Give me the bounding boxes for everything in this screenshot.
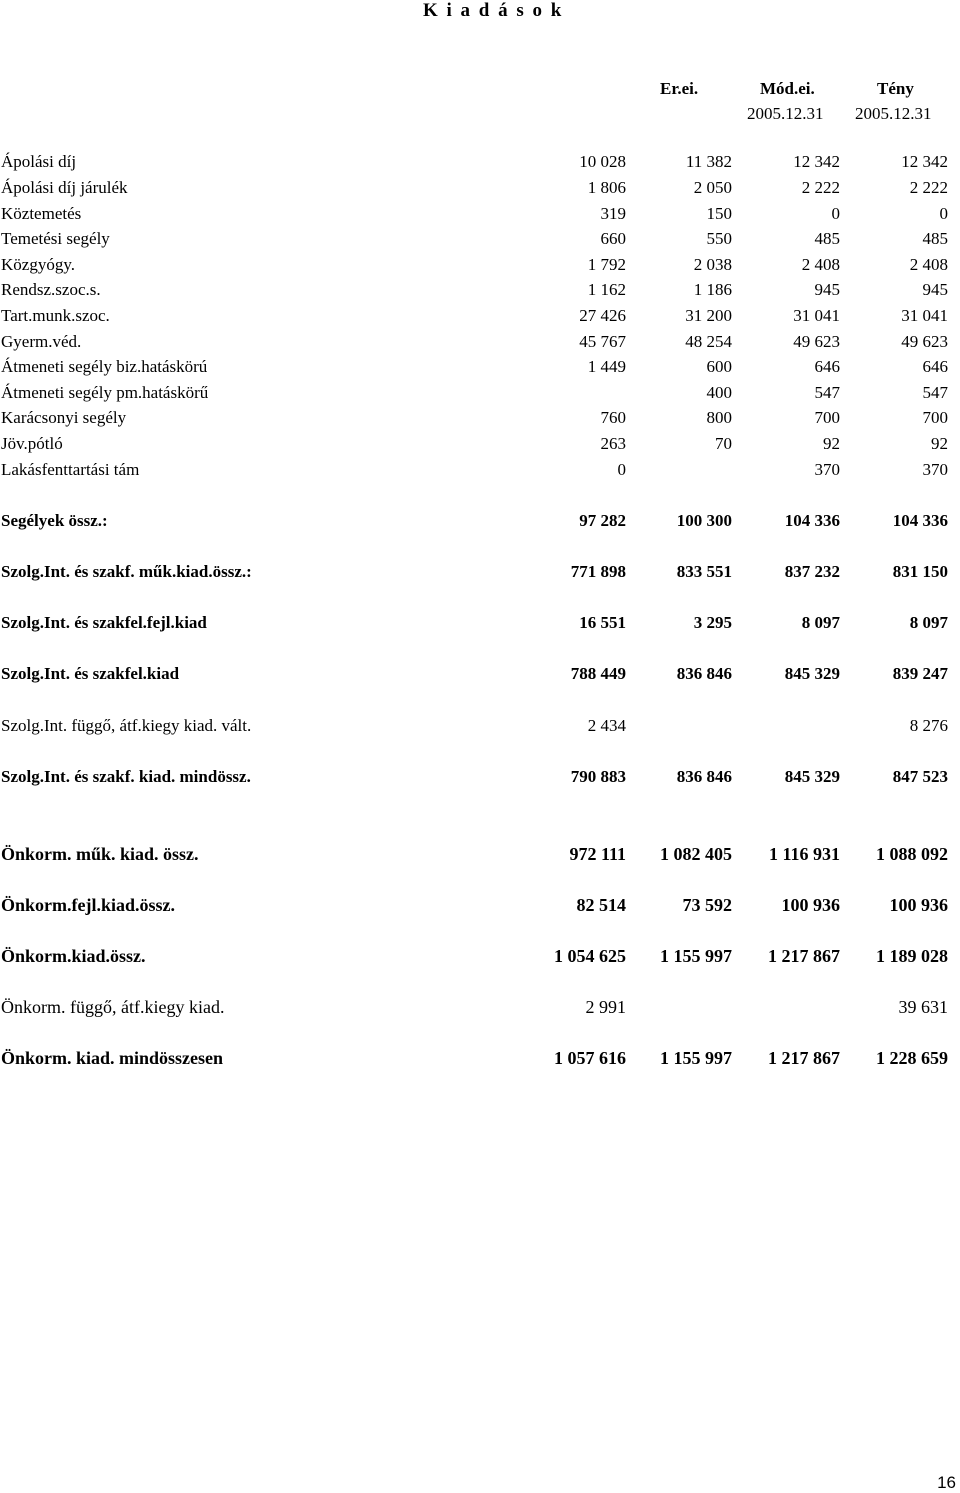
cell-erei: 790 883 [570,767,626,786]
cell-teny-2: 485 [922,229,948,248]
cell-teny-2: 547 [922,383,948,402]
cell-modei: 1 186 [693,280,732,299]
row-label: Önkorm. műk. kiad. össz. [1,844,199,864]
cell-teny-1: 2 222 [801,178,840,197]
cell-erei: 97 282 [579,511,626,530]
cell-teny-1: 49 623 [793,332,840,351]
row-label: Lakásfenttartási tám [1,460,140,479]
row-label: Karácsonyi segély [1,408,127,427]
cell-erei: 16 551 [579,613,626,632]
page-title: K i a d á s o k [423,0,564,21]
cell-modei: 31 200 [685,306,732,325]
cell-erei: 10 028 [579,152,626,171]
total-row [0,767,960,791]
column-header-erei: Er.ei. [660,79,699,98]
grand-total-row [0,1048,960,1072]
cell-teny-1: 2 408 [801,255,840,274]
subtotal-row [0,664,960,688]
table-row [0,997,960,1021]
cell-modei: 100 300 [676,511,732,530]
table-row [0,306,960,330]
cell-erei: 45 767 [579,332,626,351]
cell-modei: 836 846 [676,664,732,683]
cell-erei: 27 426 [579,306,626,325]
cell-teny-2: 31 041 [901,306,948,325]
row-label: Ápolási díj [1,152,77,171]
table-row [0,357,960,381]
row-label: Ápolási díj járulék [1,178,128,197]
table-row [0,178,960,202]
table-row [0,408,960,432]
cell-teny-1: 547 [814,383,840,402]
cell-teny-2: 847 523 [892,767,948,786]
cell-erei: 2 434 [587,716,626,735]
row-label: Átmeneti segély biz.hatáskörú [1,357,208,376]
cell-teny-1: 485 [814,229,840,248]
column-header-date-1: 2005.12.31 [747,104,824,123]
table-row [0,383,960,407]
cell-teny-2: 8 097 [909,613,948,632]
cell-modei: 600 [706,357,732,376]
cell-modei: 800 [706,408,732,427]
cell-teny-2: 100 936 [889,895,948,915]
cell-erei: 1 057 616 [554,1048,626,1068]
cell-modei: 836 846 [676,767,732,786]
cell-teny-2: 92 [931,434,948,453]
cell-erei: 1 054 625 [554,946,626,966]
subtotal-row [0,844,960,868]
table-row [0,204,960,228]
row-label: Szolg.Int. és szakf. kiad. mindössz. [1,767,251,786]
row-label: Rendsz.szoc.s. [1,280,101,299]
cell-erei: 2 991 [585,997,626,1017]
cell-teny-1: 0 [831,204,840,223]
cell-teny-1: 1 217 867 [768,946,840,966]
cell-teny-2: 1 189 028 [876,946,948,966]
cell-teny-2: 39 631 [898,997,948,1017]
cell-teny-2: 839 247 [892,664,948,683]
cell-erei: 0 [617,460,626,479]
cell-teny-1: 100 936 [781,895,840,915]
row-label: Szolg.Int. és szakfel.fejl.kiad [1,613,207,632]
subtotal-row [0,562,960,586]
cell-erei: 1 449 [587,357,626,376]
cell-teny-1: 31 041 [793,306,840,325]
cell-teny-1: 8 097 [801,613,840,632]
cell-modei: 833 551 [676,562,732,581]
table-row [0,255,960,279]
cell-teny-1: 646 [814,357,840,376]
cell-erei: 1 792 [587,255,626,274]
row-label: Közgyógy. [1,255,75,274]
cell-teny-2: 831 150 [892,562,948,581]
subtotal-row [0,511,960,535]
subtotal-row [0,613,960,637]
row-label: Jöv.pótló [1,434,63,453]
cell-teny-1: 1 116 931 [768,844,840,864]
cell-erei: 760 [600,408,626,427]
page-number: 16 [937,1473,956,1492]
cell-modei: 11 382 [685,152,732,171]
table-row [0,229,960,253]
cell-erei: 263 [600,434,626,453]
table-row [0,280,960,304]
cell-teny-2: 1 088 092 [876,844,948,864]
cell-teny-2: 0 [939,204,948,223]
cell-erei: 788 449 [570,664,626,683]
table-row [0,460,960,484]
cell-teny-1: 104 336 [784,511,840,530]
cell-teny-2: 8 276 [909,716,948,735]
cell-teny-2: 1 228 659 [876,1048,948,1068]
cell-teny-2: 945 [922,280,948,299]
table-row [0,434,960,458]
cell-modei: 550 [706,229,732,248]
row-label: Önkorm.kiad.össz. [1,946,146,966]
cell-erei: 319 [600,204,626,223]
cell-teny-1: 845 329 [784,767,840,786]
row-label: Önkorm. függő, átf.kiegy kiad. [1,997,225,1017]
column-header-modei: Mód.ei. [760,79,815,98]
table-row [0,716,960,740]
cell-modei: 70 [715,434,732,453]
cell-modei: 1 155 997 [660,1048,732,1068]
cell-teny-2: 49 623 [901,332,948,351]
row-label: Segélyek össz.: [1,511,108,530]
table-row [0,332,960,356]
subtotal-row [0,946,960,970]
column-header-teny: Tény [877,79,914,98]
cell-erei: 1 162 [587,280,626,299]
cell-modei: 2 038 [693,255,732,274]
cell-modei: 73 592 [682,895,732,915]
row-label: Szolg.Int. és szakf. műk.kiad.össz.: [1,562,252,581]
row-label: Tart.munk.szoc. [1,306,110,325]
cell-modei: 48 254 [685,332,732,351]
cell-modei: 1 082 405 [660,844,732,864]
cell-teny-2: 370 [922,460,948,479]
cell-teny-1: 92 [823,434,840,453]
row-label: Önkorm. kiad. mindösszesen [1,1048,224,1068]
row-label: Szolg.Int. függő, átf.kiegy kiad. vált. [1,716,252,735]
cell-teny-1: 1 217 867 [768,1048,840,1068]
row-label: Temetési segély [1,229,110,248]
row-label: Átmeneti segély pm.hatáskörű [1,383,209,402]
cell-erei: 660 [600,229,626,248]
cell-teny-1: 845 329 [784,664,840,683]
cell-modei: 2 050 [693,178,732,197]
cell-teny-2: 104 336 [892,511,948,530]
cell-teny-1: 837 232 [784,562,840,581]
cell-erei: 82 514 [576,895,626,915]
subtotal-row [0,895,960,919]
row-label: Köztemetés [1,204,82,223]
cell-erei: 972 111 [569,844,626,864]
cell-teny-2: 700 [922,408,948,427]
row-label: Szolg.Int. és szakfel.kiad [1,664,180,683]
cell-teny-1: 945 [814,280,840,299]
cell-modei: 3 295 [693,613,732,632]
cell-erei: 1 806 [587,178,626,197]
cell-modei: 1 155 997 [660,946,732,966]
row-label: Gyerm.véd. [1,332,82,351]
cell-teny-2: 2 408 [909,255,948,274]
column-header-date-2: 2005.12.31 [855,104,932,123]
table-row [0,152,960,176]
cell-teny-2: 12 342 [901,152,948,171]
cell-teny-1: 700 [814,408,840,427]
cell-teny-1: 370 [814,460,840,479]
cell-teny-2: 646 [922,357,948,376]
cell-erei: 771 898 [570,562,626,581]
cell-teny-2: 2 222 [909,178,948,197]
cell-modei: 150 [706,204,732,223]
row-label: Önkorm.fejl.kiad.össz. [1,895,176,915]
cell-modei: 400 [706,383,732,402]
cell-teny-1: 12 342 [793,152,840,171]
